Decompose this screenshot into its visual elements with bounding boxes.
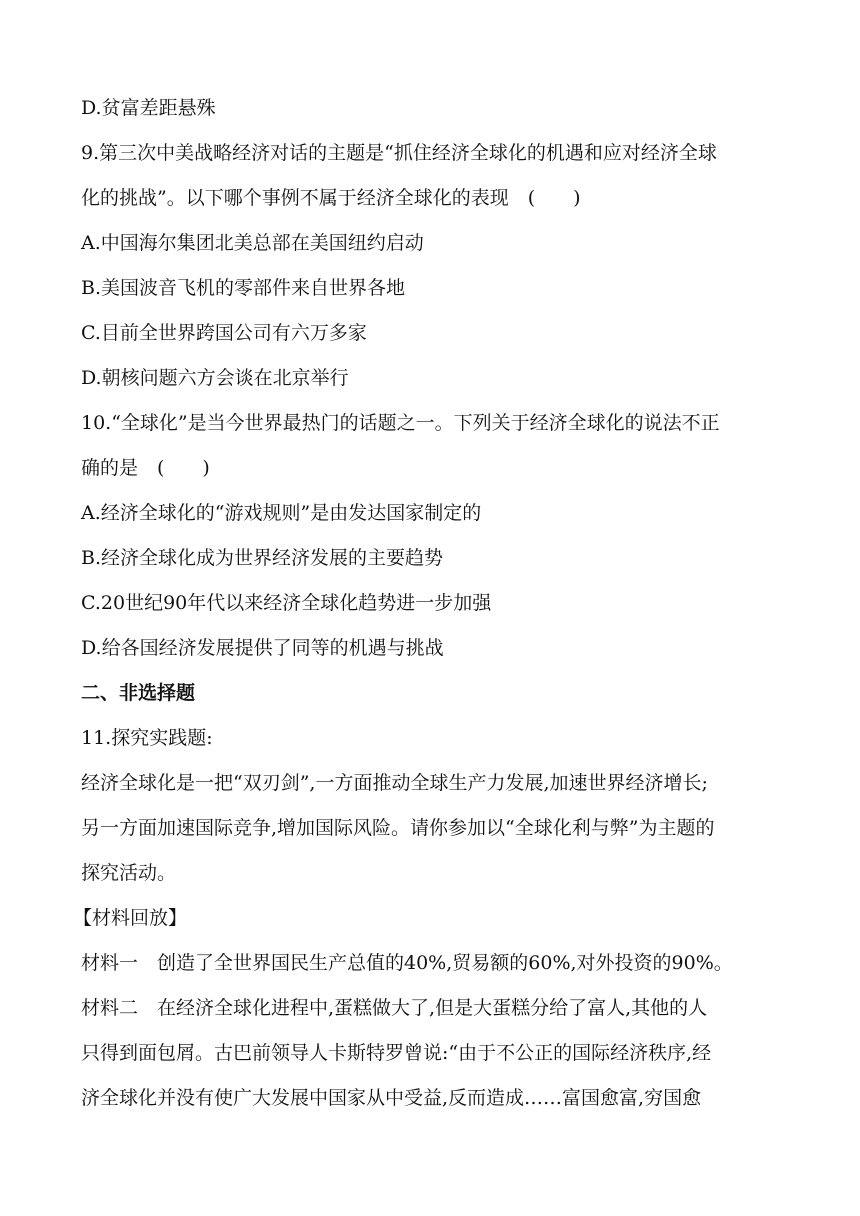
q9-option-d: D.朝核问题六方会谈在北京举行 (81, 367, 349, 389)
q9-option-b: B.美国波音飞机的零部件来自世界各地 (81, 277, 406, 299)
q11-intro-line-3: 探究活动。 (81, 862, 177, 884)
q10-stem-line-1: 10.“全球化”是当今世界最热门的话题之一。下列关于经济全球化的说法不正 (81, 412, 720, 434)
q10-option-b: B.经济全球化成为世界经济发展的主要趋势 (81, 547, 444, 569)
q10-option-c: C.20世纪90年代以来经济全球化趋势进一步加强 (81, 592, 492, 614)
section-heading-non-choice: 二、非选择题 (81, 682, 196, 704)
q10-stem-line-2: 确的是 ( ) (81, 457, 210, 479)
q11-title: 11.探究实践题: (81, 727, 213, 749)
q11-material-2-line-2: 只得到面包屑。古巴前领导人卡斯特罗曾说:“由于不公正的国际经济秩序,经 (81, 1042, 712, 1064)
q11-material-2-line-1: 材料二 在经济全球化进程中,蛋糕做大了,但是大蛋糕分给了富人,其他的人 (81, 997, 708, 1019)
q9-stem-line-2: 化的挑战”。以下哪个事例不属于经济全球化的表现 ( ) (81, 187, 581, 209)
q10-option-d: D.给各国经济发展提供了同等的机遇与挑战 (81, 637, 444, 659)
q9-option-a: A.中国海尔集团北美总部在美国纽约启动 (81, 232, 424, 254)
q8-option-d: D.贫富差距悬殊 (81, 97, 216, 119)
q10-option-a: A.经济全球化的“游戏规则”是由发达国家制定的 (81, 502, 482, 524)
q11-material-1: 材料一 创造了全世界国民生产总值的40%,贸易额的60%,对外投资的90%。 (81, 952, 733, 974)
q9-stem-line-1: 9.第三次中美战略经济对话的主题是“抓住经济全球化的机遇和应对经济全球 (81, 142, 717, 164)
q11-material-2-line-3: 济全球化并没有使广大发展中国家从中受益,反而造成……富国愈富,穷国愈 (81, 1087, 702, 1109)
document-page (73, 86, 781, 1121)
q9-option-c: C.目前全世界跨国公司有六万多家 (81, 322, 367, 344)
q11-intro-line-1: 经济全球化是一把“双刃剑”,一方面推动全球生产力发展,加速世界经济增长; (81, 772, 708, 794)
q11-material-heading: 【材料回放】 (73, 907, 188, 929)
q11-intro-line-2: 另一方面加速国际竞争,增加国际风险。请你参加以“全球化利与弊”为主题的 (81, 817, 715, 839)
